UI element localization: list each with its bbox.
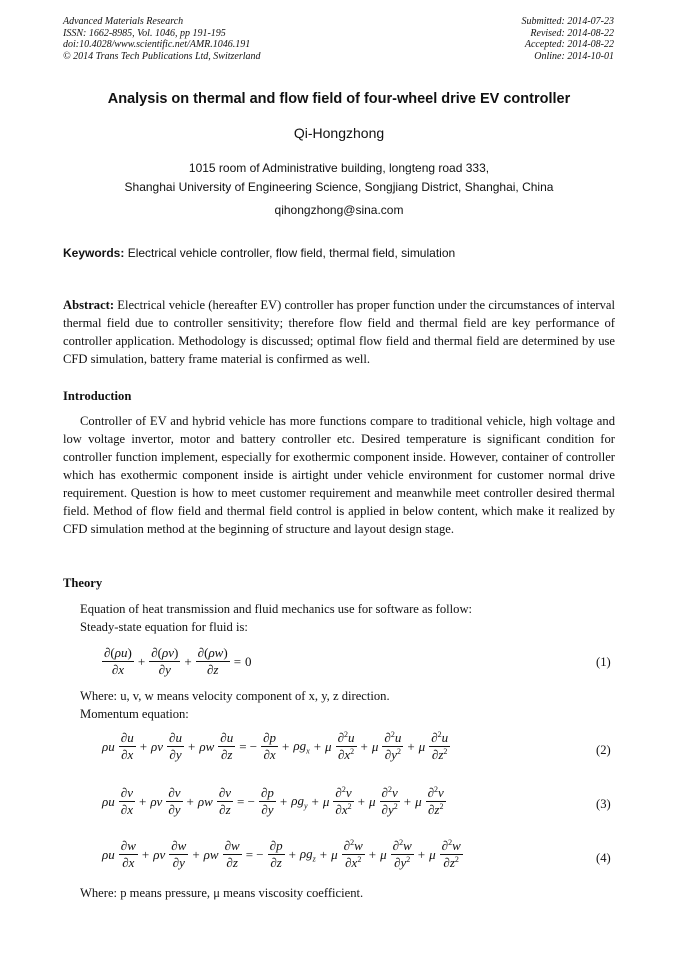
publication-dates [522, 16, 615, 62]
introduction-text: Controller of EV and hybrid vehicle has more functions compare to traditional vehicle, high voltage and low voltage invertor, motor and battery controller etc. Desired temperature is significant condition for controller function implement, especially for exothermic component inside. However, container of controller which has exothermic component inside is airtight under vehicle environment for customer normal drive requirement. Question is how to meet customer requirement and meanwhile meet controller desired thermal field. Method of flow field and thermal field control is applied in below content, which make it realized by CFD simulation method at the beginning of structure and layout design stage. [63, 414, 615, 536]
equation-3: ρu $\frac{\partial v}{\partial x}$ + ρv $\frac{\partial v}{\partial y}$ + ρw $\frac{\partial v}{\partial z}$ = − $\frac{\partial p}{\partial y}$ + $\rho g_y + \mu$ $\frac{\partial^2v}{\partial x^2}$ + μ $\frac{\partial^2v}{\partial y^2}$ + μ $\frac{\partial^2v}{\partial z^2}$ [102, 785, 444, 817]
introduction-heading: Introduction [63, 389, 132, 403]
affiliation-line1: 1015 room of Administrative building, longteng road 333, [188, 161, 490, 175]
keywords-text: Electrical vehicle controller, flow field, thermal field, simulation [127, 246, 456, 260]
copyright: © 2014 Trans Tech Publications Ltd, Switzerland [63, 50, 261, 62]
where-pressure: Where: p means pressure, μ means viscosity coefficient. [80, 886, 364, 900]
equation-number-2: (2) [596, 743, 611, 757]
momentum-label: Momentum equation: [80, 707, 189, 721]
journal-issn: ISSN: 1662-8985, Vol. 1046, pp 191-195 [63, 27, 226, 39]
author-name: Qi-Hongzhong [293, 125, 385, 141]
affiliation [0, 159, 678, 197]
submitted-date: Submitted: 2014-07-23 [521, 16, 614, 27]
accepted-date: Accepted: 2014-08-22 [524, 39, 614, 50]
theory-heading: Theory [63, 576, 103, 590]
affiliation-line2: Shanghai University of Engineering Science, Songjiang District, Shanghai, China [124, 180, 554, 194]
equation-4: ρu $\frac{\partial w}{\partial x}$ + ρv $\frac{\partial w}{\partial y}$ + ρw $\frac{\partial w}{\partial z}$ = − $\frac{\partial p}{\partial z}$ + $\rho g_z + \mu$ $\frac{\partial^2w}{\partial x^2}$ + μ $\frac{\partial^2w}{\partial y^2}$ + μ $\frac{\partial^2w}{\partial z^2}$ [102, 838, 461, 870]
equation-2: ρu $\frac{\partial u}{\partial x}$ + ρv $\frac{\partial u}{\partial y}$ + ρw $\frac{\partial u}{\partial z}$ = − $\frac{\partial p}{\partial x}$ + $\rho g_x + \mu$ $\frac{\partial^2u}{\partial x^2}$ + μ $\frac{\partial^2u}{\partial y^2}$ + μ $\frac{\partial^2u}{\partial z^2}$ [102, 730, 449, 762]
journal-name: Advanced Materials Research [63, 16, 184, 27]
equation-number-4: (4) [596, 851, 611, 865]
theory-line1: Equation of heat transmission and fluid mechanics use for software as follow: [80, 602, 473, 616]
keywords-label: Keywords: [63, 246, 125, 260]
equation-number-1: (1) [596, 655, 611, 669]
revised-date: Revised: 2014-08-22 [530, 27, 614, 39]
equation-1: $\frac{\partial(\rho u)}{\partial x}$ + $\frac{\partial(\rho v)}{\partial y}$ + $\frac{\partial(\rho w)}{\partial z}$ = 0 [104, 645, 252, 677]
online-date: Online: 2014-10-01 [534, 50, 614, 62]
equation-number-3: (3) [596, 797, 611, 811]
theory-line2: Steady-state equation for fluid is: [80, 620, 248, 634]
abstract-label: Abstract: [63, 298, 115, 312]
paper-title: Analysis on thermal and flow field of four-wheel drive EV controller [107, 91, 571, 107]
where-velocity: Where: u, v, w means velocity component of x, y, z direction. [80, 689, 390, 703]
abstract [63, 296, 615, 368]
keywords [63, 246, 615, 260]
abstract-text: Electrical vehicle (hereafter EV) controller has proper function under the circumstances of interval thermal field due to controller sensitivity; therefore flow field and thermal field are key performance of controller application. Methodology is discussed; optimal flow field and thermal field are determined by use CFD simulation, battery frame material is confirmed as well. [63, 298, 615, 366]
author-email: qihongzhong@sina.com [274, 203, 404, 217]
journal-doi: doi:10.4028/www.scientific.net/AMR.1046.191 [63, 39, 251, 50]
journal-info [63, 16, 261, 62]
